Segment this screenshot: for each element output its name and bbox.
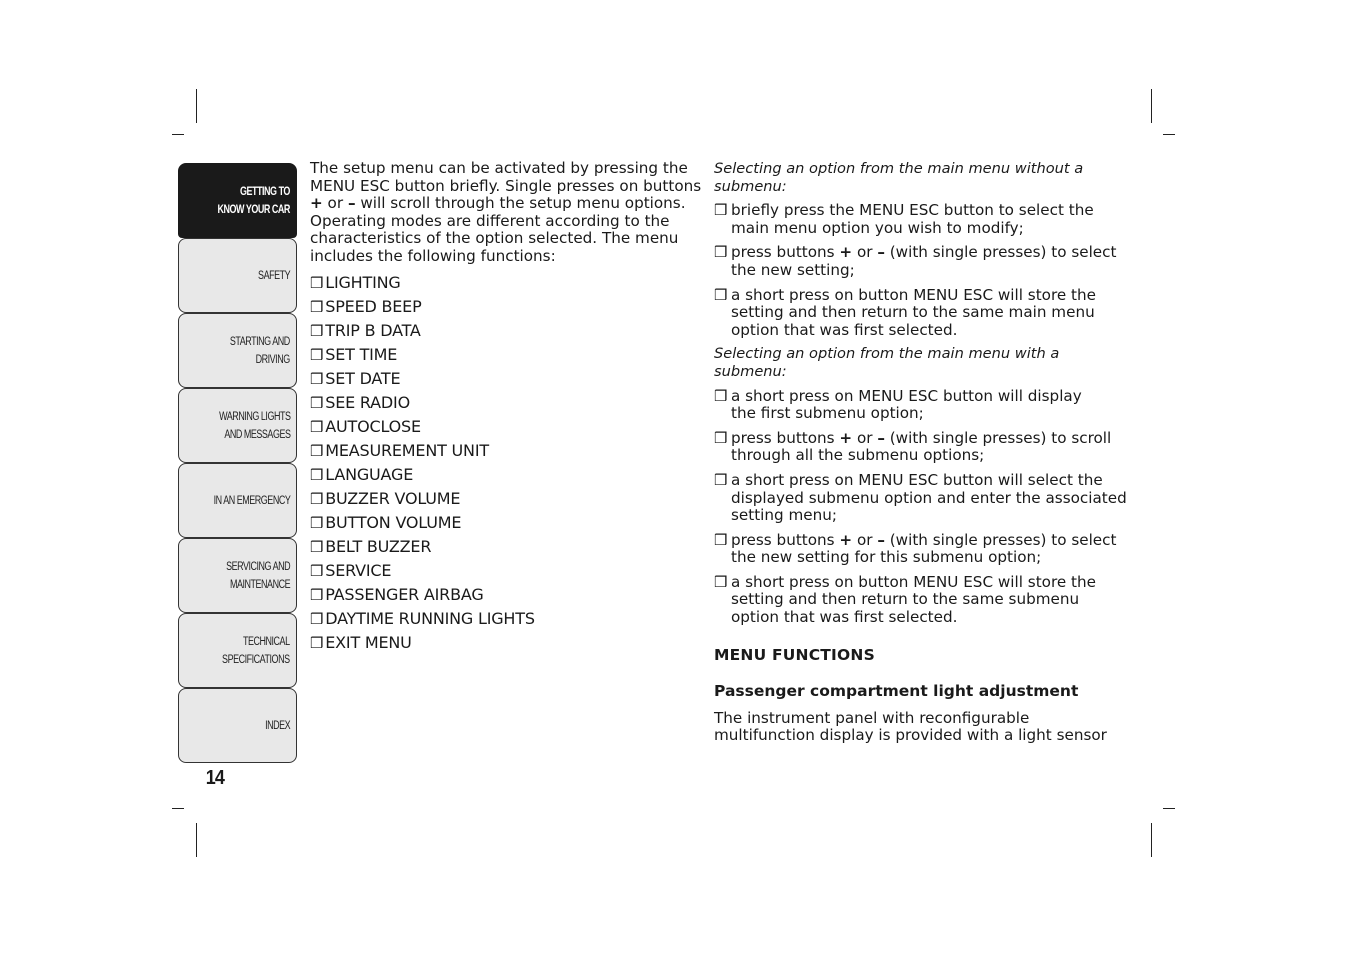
list-item	[310, 559, 700, 583]
checkbox-bullet-icon: ❒	[714, 428, 728, 447]
checkbox-bullet-icon: ❒	[714, 285, 728, 304]
crop-mark	[172, 808, 184, 809]
step-text: press buttons	[731, 243, 840, 262]
step-line: briefly press the MENU ESC button to select the	[731, 201, 1094, 220]
checkbox-bullet-icon: ❒	[310, 633, 324, 652]
body-paragraph	[714, 710, 1114, 745]
step-line	[731, 430, 1114, 448]
body-line: multifunction display is provided with a light sensor	[714, 726, 1107, 745]
list-item-label: SPEED BEEP	[325, 296, 422, 316]
tab-label: WARNING LIGHTS AND MESSAGES	[218, 410, 290, 441]
plus-symbol: +	[839, 428, 853, 447]
checkbox-bullet-icon: ❒	[310, 321, 324, 340]
subsection-title: Passenger compartment light adjustment	[714, 682, 1079, 701]
step-line: the first submenu option;	[731, 404, 924, 423]
step-line	[731, 530, 1117, 550]
tab-technical-specifications[interactable]	[178, 613, 297, 688]
list-item	[310, 343, 700, 367]
tab-label: GETTING TO KNOW YOUR CAR	[217, 185, 290, 216]
heading-line: Selecting an option from the main menu without a	[714, 160, 1084, 177]
step-line: a short press on MENU ESC button will select the	[731, 470, 1103, 489]
intro-paragraph	[310, 160, 700, 266]
tab-starting-and-driving[interactable]	[178, 313, 297, 388]
step-item	[714, 287, 1114, 340]
step-line: the new setting;	[731, 260, 855, 279]
checkbox-bullet-icon: ❒	[310, 537, 324, 556]
list-item	[310, 367, 700, 391]
list-item-label: BUTTON VOLUME	[325, 512, 462, 532]
list-item	[310, 631, 700, 655]
heading-line: submenu:	[714, 177, 787, 195]
step-text: press buttons	[731, 530, 840, 549]
plus-symbol: +	[310, 194, 323, 213]
step-line: the new setting for this submenu option;	[731, 548, 1042, 567]
list-item-label: SEE RADIO	[325, 392, 410, 412]
step-item	[714, 430, 1114, 465]
tab-label: INDEX	[264, 719, 290, 732]
text-or: or	[852, 243, 878, 262]
checkbox-bullet-icon: ❒	[310, 369, 324, 388]
checkbox-bullet-icon: ❒	[310, 609, 324, 628]
list-item	[310, 535, 700, 559]
tab-in-an-emergency[interactable]	[178, 463, 297, 538]
list-item	[310, 463, 700, 487]
checkbox-bullet-icon: ❒	[310, 585, 324, 604]
checkbox-bullet-icon: ❒	[310, 561, 324, 580]
checkbox-bullet-icon: ❒	[310, 489, 324, 508]
step-line: setting menu;	[731, 506, 837, 525]
list-item-label: TRIP B DATA	[325, 320, 421, 340]
checkbox-bullet-icon: ❒	[310, 417, 324, 436]
checkbox-bullet-icon: ❒	[714, 572, 728, 591]
plus-symbol: +	[839, 243, 853, 262]
step-text: (with single presses) to select	[884, 243, 1117, 262]
step-line: through all the submenu options;	[731, 446, 985, 465]
intro-line: The setup menu can be activated by pressing the	[310, 159, 688, 177]
checkbox-bullet-icon: ❒	[310, 345, 324, 364]
tab-getting-to-know-your-car[interactable]	[178, 163, 297, 238]
crop-mark	[172, 134, 184, 135]
list-item-label: SERVICE	[325, 560, 392, 580]
step-item	[714, 243, 1117, 279]
right-column	[714, 160, 1127, 745]
list-item-label: BELT BUZZER	[325, 536, 432, 556]
step-item	[714, 530, 1117, 567]
step-text: press buttons	[731, 428, 840, 447]
list-item	[310, 319, 700, 343]
step-item	[714, 202, 1114, 237]
list-item-label: BUZZER VOLUME	[325, 488, 461, 508]
list-item-label: LIGHTING	[325, 272, 401, 292]
tab-label: IN AN EMERGENCY	[213, 494, 290, 507]
minus-symbol: –	[347, 194, 356, 213]
minus-symbol: –	[877, 428, 885, 447]
minus-symbol: –	[877, 530, 885, 549]
page-number	[178, 767, 326, 790]
heading-line: submenu:	[714, 362, 787, 380]
step-line: displayed submenu option and enter the associated	[731, 488, 1127, 507]
step-line: a short press on button MENU ESC will store the	[731, 572, 1096, 591]
tab-index[interactable]	[178, 688, 297, 763]
step-item	[714, 388, 1114, 423]
checkbox-bullet-icon: ❒	[310, 465, 324, 484]
intro-line	[310, 195, 700, 213]
list-item-label: MEASUREMENT UNIT	[325, 440, 489, 460]
checkbox-bullet-icon: ❒	[310, 441, 324, 460]
crop-mark	[196, 89, 197, 123]
intro-line: includes the following functions:	[310, 246, 556, 265]
checkbox-bullet-icon: ❒	[714, 470, 728, 489]
tab-label: STARTING AND DRIVING	[230, 335, 290, 366]
chapter-tabs	[178, 163, 297, 763]
list-item	[310, 607, 700, 631]
list-item	[310, 583, 700, 607]
step-line: option that was first selected.	[731, 608, 958, 627]
step-item	[714, 470, 1127, 525]
intro-line: MENU ESC button briefly. Single presses on buttons	[310, 176, 702, 195]
list-item	[310, 391, 700, 415]
list-item-label: AUTOCLOSE	[325, 416, 421, 436]
list-item	[310, 295, 700, 319]
step-line: main menu option you wish to modify;	[731, 218, 1024, 237]
step-text: (with single presses) to select	[884, 530, 1117, 549]
crop-mark	[1163, 134, 1175, 135]
left-column	[310, 160, 700, 655]
tab-label: SERVICING AND MAINTENANCE	[225, 560, 290, 591]
checkbox-bullet-icon: ❒	[310, 393, 324, 412]
crop-mark	[1163, 808, 1175, 809]
list-item-label: EXIT MENU	[325, 632, 412, 652]
section-title: MENU FUNCTIONS	[714, 645, 875, 664]
crop-mark	[1151, 823, 1152, 857]
step-text: (with single presses) to scroll	[884, 428, 1112, 447]
list-item-label: DAYTIME RUNNING LIGHTS	[325, 608, 535, 628]
checkbox-bullet-icon: ❒	[310, 297, 324, 316]
step-line: a short press on MENU ESC button will display	[731, 386, 1082, 405]
page-number-text: 14	[205, 767, 225, 789]
list-item	[310, 487, 700, 511]
checkbox-bullet-icon: ❒	[310, 513, 324, 532]
intro-text: will scroll through the setup menu options.	[355, 194, 686, 213]
step-line	[731, 243, 1117, 262]
plus-symbol: +	[839, 530, 853, 549]
checkbox-bullet-icon: ❒	[714, 201, 728, 220]
crop-mark	[196, 823, 197, 857]
list-item	[310, 511, 700, 535]
no-submenu-heading	[714, 160, 1114, 195]
text-or: or	[852, 428, 878, 447]
list-item	[310, 439, 700, 463]
list-item-label: PASSENGER AIRBAG	[325, 584, 484, 604]
body-line: The instrument panel with reconfigurable	[714, 708, 1030, 727]
step-line: a short press on button MENU ESC will store the	[731, 285, 1096, 304]
minus-symbol: –	[877, 243, 885, 262]
step-item	[714, 574, 1114, 627]
tab-label: SAFETY	[257, 269, 290, 282]
list-item-label: SET TIME	[325, 344, 398, 364]
step-line: setting and then return to the same submenu	[731, 590, 1080, 609]
text-or: or	[852, 530, 878, 549]
step-line: setting and then return to the same main menu	[731, 303, 1095, 322]
step-line: option that was first selected.	[731, 320, 958, 339]
crop-mark	[1151, 89, 1152, 123]
tab-servicing-and-maintenance[interactable]	[178, 538, 297, 613]
intro-line: characteristics of the option selected. The menu	[310, 229, 679, 248]
tab-safety[interactable]	[178, 238, 297, 313]
functions-list	[310, 271, 700, 655]
checkbox-bullet-icon: ❒	[714, 243, 728, 262]
checkbox-bullet-icon: ❒	[714, 386, 728, 405]
tab-label: TECHNICAL SPECIFICATIONS	[222, 635, 290, 666]
list-item	[310, 415, 700, 439]
checkbox-bullet-icon: ❒	[310, 273, 324, 292]
list-item	[310, 271, 700, 295]
checkbox-bullet-icon: ❒	[714, 530, 728, 549]
list-item-label: LANGUAGE	[325, 464, 414, 484]
intro-line: Operating modes are different according to the	[310, 211, 670, 230]
tab-warning-lights-and-messages[interactable]	[178, 388, 297, 463]
heading-line: Selecting an option from the main menu with a	[714, 345, 1060, 363]
list-item-label: SET DATE	[325, 368, 401, 388]
text-or: or	[322, 194, 348, 213]
submenu-heading	[714, 345, 1114, 380]
